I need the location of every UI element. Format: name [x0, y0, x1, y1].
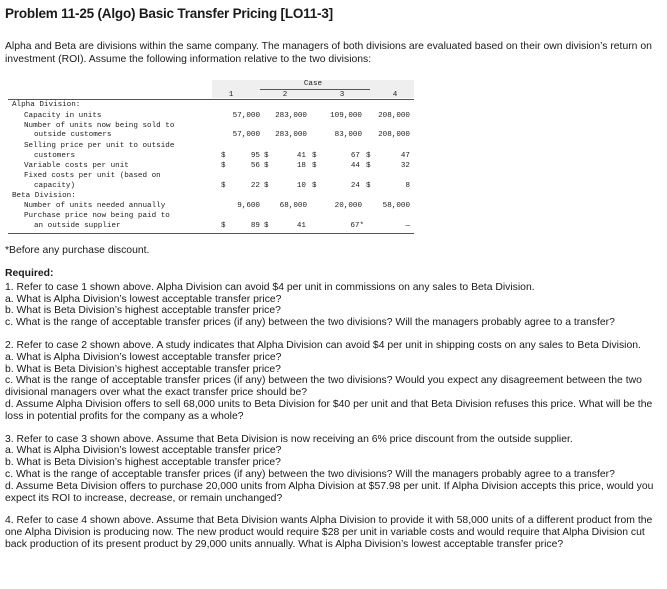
cell: 67* [350, 222, 364, 230]
row-label: Selling price per unit to outside [24, 142, 175, 150]
cell: 67 [350, 152, 360, 160]
question-3a: a. What is Alpha Division’s lowest acceptable transfer price? [5, 445, 282, 457]
dollar-sign: $ [366, 152, 371, 160]
row-label: Fixed costs per unit (based on [24, 172, 161, 180]
dollar-sign: $ [264, 182, 269, 190]
row-label: Purchase price now being paid to [24, 212, 170, 220]
alpha-section-label: Alpha Division: [12, 101, 81, 109]
case-number-1: 1 [228, 91, 234, 99]
cell: 24 [350, 182, 360, 190]
cell: 44 [350, 162, 360, 170]
cell: 57,000 [232, 112, 260, 120]
question-2: 2. Refer to case 2 shown above. A study indicates that Alpha Division can avoid $4 per unit in shipping costs on any sales to Beta Division. [5, 339, 641, 351]
dollar-sign: $ [312, 152, 317, 160]
cell: 9,600 [237, 202, 260, 210]
dollar-sign: $ [264, 222, 269, 230]
row-label-cont: customers [34, 152, 76, 160]
cell: 89 [250, 222, 260, 230]
cell: 47 [400, 152, 410, 160]
question-2c: c. What is the range of acceptable transfer prices (if any) between the two divisions? Would you expect any disagreement between the two divisional managers over what the exact transfer price should be? [5, 375, 642, 399]
dollar-sign: $ [264, 162, 269, 170]
question-2b: b. What is Beta Division’s highest acceptable transfer price? [5, 363, 281, 375]
cell: 58,000 [382, 202, 410, 210]
row-label-cont: an outside supplier [34, 222, 121, 230]
cell: 68,000 [279, 202, 307, 210]
question-3b: b. What is Beta Division’s highest acceptable transfer price? [5, 457, 281, 469]
cell: 208,000 [378, 112, 410, 120]
dollar-sign: $ [366, 162, 371, 170]
cell: 18 [296, 162, 306, 170]
case-header-rule [260, 89, 370, 90]
cell: 95 [250, 152, 260, 160]
cell: 41 [296, 222, 306, 230]
row-label-cont: outside customers [34, 131, 112, 139]
dollar-sign: $ [366, 182, 371, 190]
row-label-cont: capacity) [34, 182, 76, 190]
problem-title: Problem 11-25 (Algo) Basic Transfer Pricing [LO11-3] [5, 6, 333, 21]
table-bottom-rule [8, 233, 414, 234]
row-label: Capacity in units [24, 112, 102, 120]
case-number-2: 2 [282, 91, 288, 99]
required-heading: Required: [5, 268, 54, 279]
question-3d: d. Assume Beta Division offers to purchase 20,000 units from Alpha Division at $57.98 per unit. If Alpha Division accepts this price, would you expect its ROI to increase, decrease, or remain unchanged? [5, 480, 654, 504]
dollar-sign: $ [264, 152, 269, 160]
question-3: 3. Refer to case 3 shown above. Assume that Beta Division is now receiving an 6% price discount from the outside supplier. [5, 433, 573, 445]
cell: 109,000 [330, 112, 362, 120]
question-2a: a. What is Alpha Division’s lowest acceptable transfer price? [5, 351, 282, 363]
dollar-sign: $ [221, 162, 226, 170]
cell: 41 [296, 152, 306, 160]
cell: 208,000 [378, 131, 410, 139]
cell: 10 [296, 182, 306, 190]
cell: — [405, 222, 410, 230]
cell: 283,000 [275, 112, 307, 120]
question-1b: b. What is Beta Division’s highest acceptable transfer price? [5, 305, 281, 317]
question-1: 1. Refer to case 1 shown above. Alpha Division can avoid $4 per unit in commissions on any sales to Beta Division. [5, 281, 535, 293]
dollar-sign: $ [221, 182, 226, 190]
question-1c: c. What is the range of acceptable transfer prices (if any) between the two divisions? Will the managers probably agree to a transfer? [5, 317, 615, 329]
question-3c: c. What is the range of acceptable transfer prices (if any) between the two divisions? Will the managers probably agree to a transfer? [5, 468, 615, 480]
row-label: Number of units needed annually [24, 202, 166, 210]
case-number-4: 4 [392, 91, 398, 99]
dollar-sign: $ [221, 152, 226, 160]
cell: 8 [405, 182, 410, 190]
question-4: 4. Refer to case 4 shown above. Assume that Beta Division wants Alpha Division to provide it with 58,000 units of a different product from the one Alpha Division is producing now. The new product would require $28 per unit in variable costs and would require that Alpha Division cut back production of its present product by 29,000 units annually. What is Alpha Division’s lowest acceptable transfer price? [5, 515, 653, 550]
row-label: Number of units now being sold to [24, 122, 175, 130]
case-data-table [0, 0, 667, 240]
question-1a: a. What is Alpha Division’s lowest acceptable transfer price? [5, 293, 282, 305]
required-section [5, 268, 662, 551]
dollar-sign: $ [221, 222, 226, 230]
cell: 83,000 [334, 131, 362, 139]
table-top-rule [8, 99, 414, 100]
cell: 283,000 [275, 131, 307, 139]
row-label: Variable costs per unit [24, 162, 129, 170]
case-number-3: 3 [339, 91, 345, 99]
cell: 20,000 [334, 202, 362, 210]
cell: 56 [250, 162, 260, 170]
cell: 32 [400, 162, 410, 170]
purchase-discount-footnote: *Before any purchase discount. [5, 245, 150, 256]
case-header: Case [303, 80, 323, 88]
question-2d: d. Assume Alpha Division offers to sell 68,000 units to Beta Division for $40 per unit and that Beta Division refuses this price. What will be the loss in potential profits for the company as a whole? [5, 398, 653, 422]
cell: 22 [250, 182, 260, 190]
problem-intro: Alpha and Beta are divisions within the same company. The managers of both divisions are evaluated based on their own division’s return on investment (ROI). Assume the following information relative to the two divisions: [5, 41, 652, 65]
cell: 57,000 [232, 131, 260, 139]
dollar-sign: $ [312, 182, 317, 190]
dollar-sign: $ [312, 162, 317, 170]
beta-section-label: Beta Division: [12, 192, 76, 200]
